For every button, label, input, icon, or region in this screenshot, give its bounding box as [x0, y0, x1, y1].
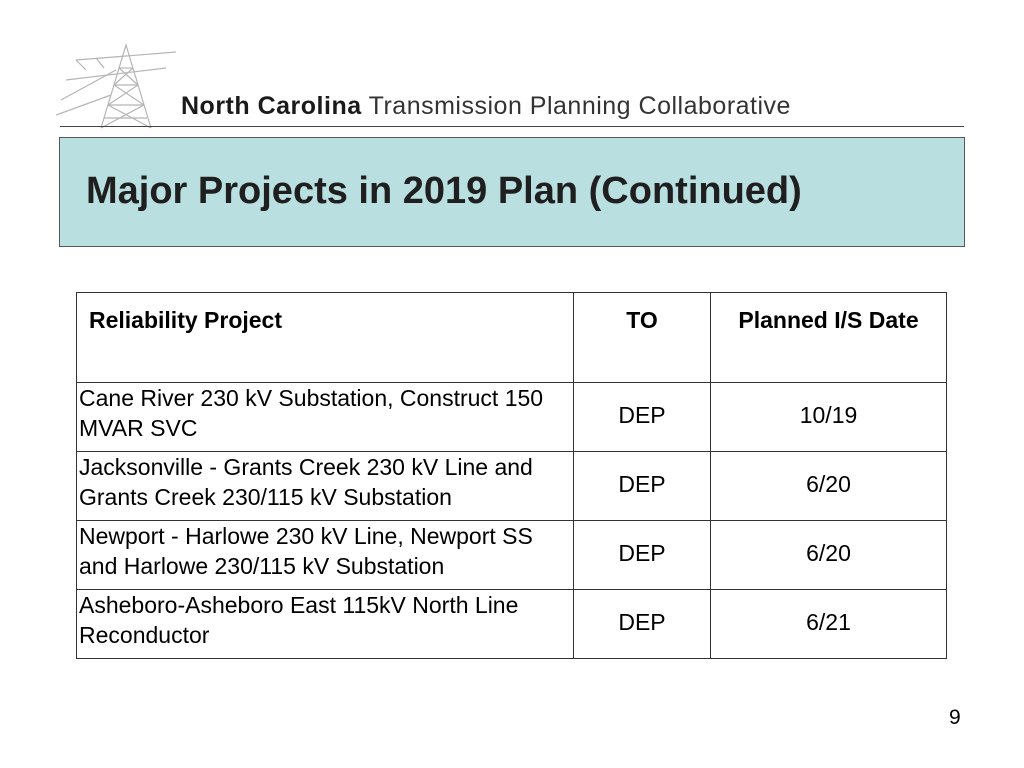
slide-title-box	[59, 137, 965, 247]
slide-title: Major Projects in 2019 Plan (Continued)	[86, 170, 802, 212]
table-row	[77, 452, 947, 521]
org-name-bold: North Carolina	[181, 92, 362, 120]
table-row	[77, 590, 947, 659]
table-header-row	[77, 293, 947, 383]
date-cell: 10/19	[711, 383, 947, 452]
to-cell: DEP	[574, 452, 711, 521]
to-cell: DEP	[574, 383, 711, 452]
date-cell: 6/20	[711, 452, 947, 521]
date-cell: 6/20	[711, 521, 947, 590]
to-cell: DEP	[574, 590, 711, 659]
date-cell: 6/21	[711, 590, 947, 659]
header-divider	[60, 126, 964, 127]
project-cell: Asheboro-Asheboro East 115kV North Line Reconductor	[77, 590, 574, 659]
slide-header	[0, 0, 1024, 132]
org-name-rest: Transmission Planning Collaborative	[368, 92, 791, 120]
table-row	[77, 383, 947, 452]
transmission-tower-icon	[56, 40, 176, 130]
project-cell: Newport - Harlowe 230 kV Line, Newport SS and Harlowe 230/115 kV Substation	[77, 521, 574, 590]
org-name	[181, 92, 791, 121]
header-reliability-project: Reliability Project	[77, 293, 574, 383]
project-cell: Jacksonville - Grants Creek 230 kV Line and Grants Creek 230/115 kV Substation	[77, 452, 574, 521]
header-to: TO	[574, 293, 711, 383]
table-row	[77, 521, 947, 590]
to-cell: DEP	[574, 521, 711, 590]
header-planned-date: Planned I/S Date	[711, 293, 947, 383]
project-cell: Cane River 230 kV Substation, Construct 150 MVAR SVC	[77, 383, 574, 452]
page-number: 9	[949, 706, 961, 729]
projects-table	[76, 292, 947, 659]
